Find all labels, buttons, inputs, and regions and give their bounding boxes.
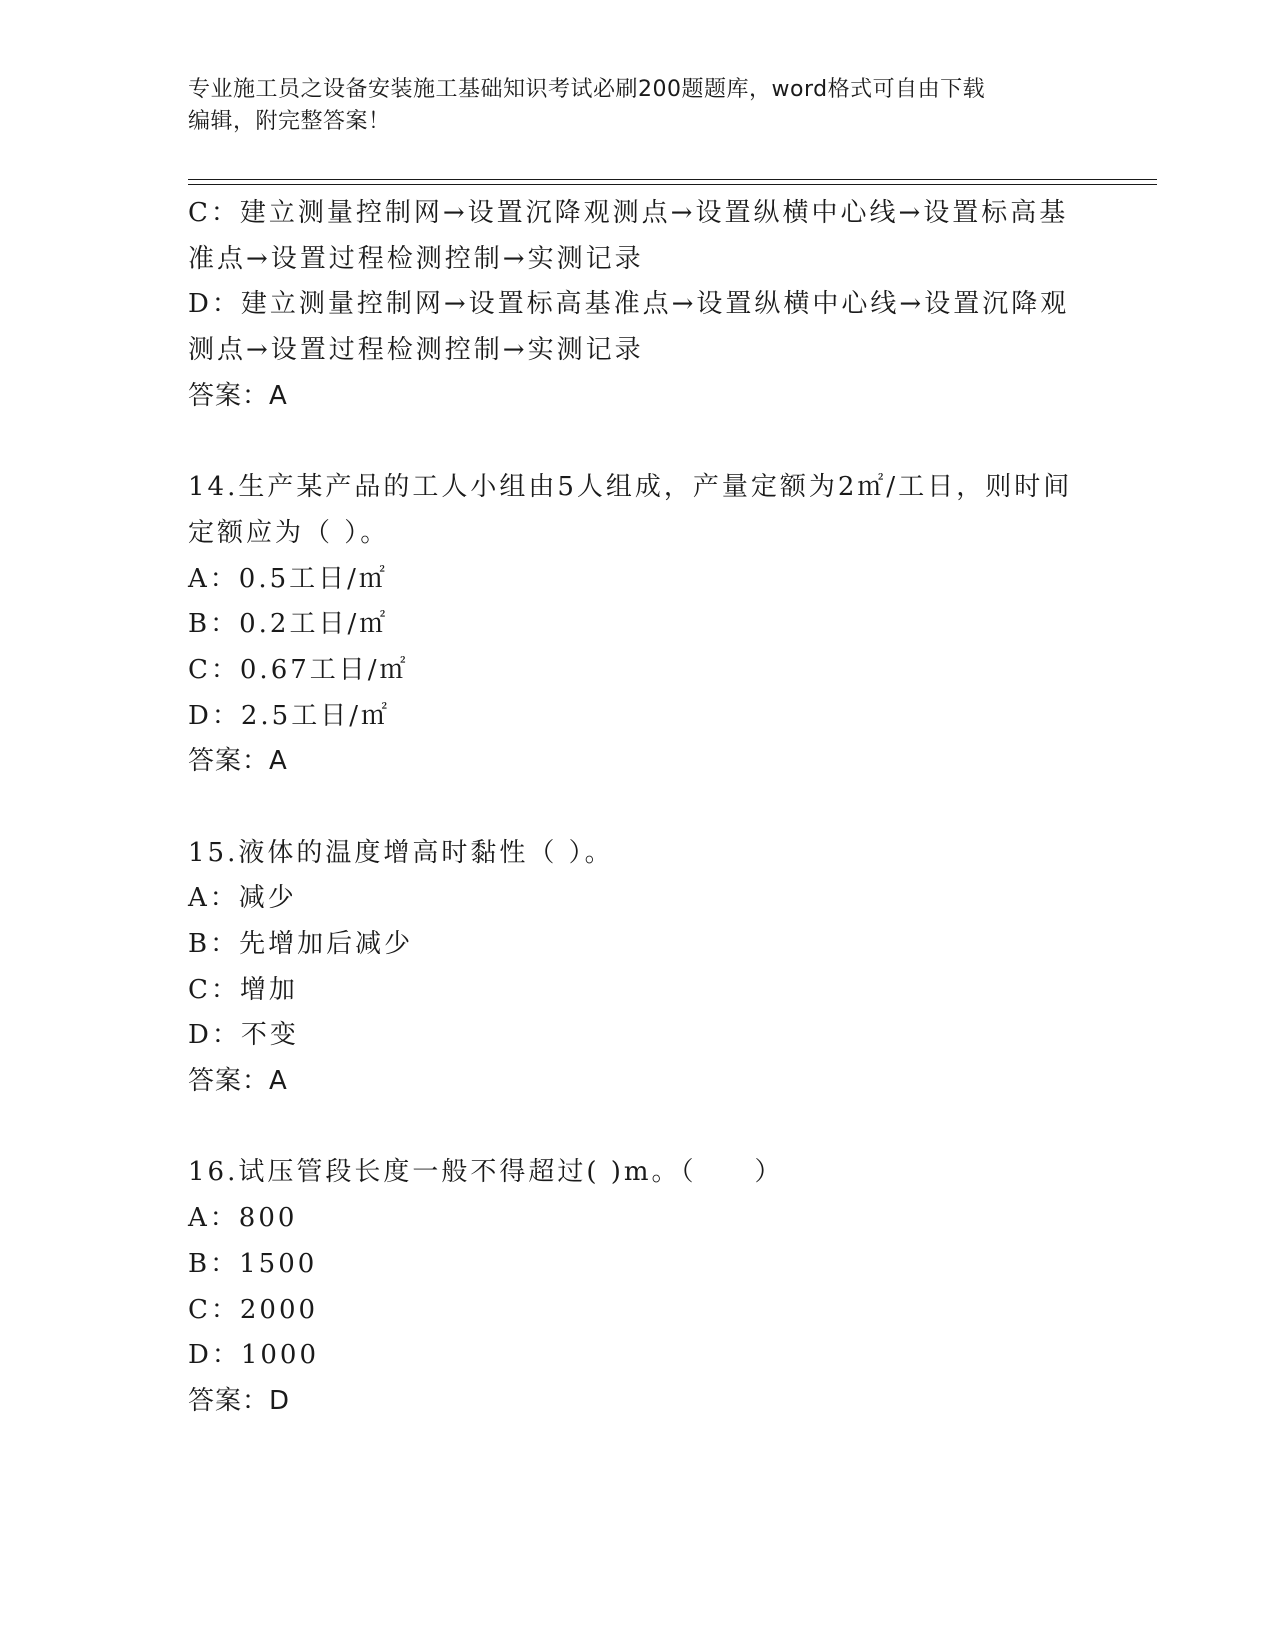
- option-d-line-1: D：建立测量控制网→设置标高基准点→设置纵横中心线→设置沉降观: [188, 289, 1070, 320]
- question-stem: 16.试压管段长度一般不得超过( )m。（ ）: [188, 1157, 784, 1188]
- question-16: [188, 1150, 1148, 1424]
- option-d-line-2: 测点→设置过程检测控制→实测记录: [188, 335, 644, 366]
- question-stem-line-1: 14.生产某产品的工人小组由5人组成，产量定额为2㎡/工日，则时间: [188, 472, 1073, 503]
- header-title-line-2: 编辑，附完整答案！: [188, 109, 391, 134]
- question-stem: 15.液体的温度增高时黏性（ ）。: [188, 837, 614, 868]
- option-a: A：800: [188, 1203, 298, 1234]
- option-b: B：先增加后减少: [188, 929, 414, 959]
- question-15: [188, 831, 1148, 1105]
- spacer: [188, 1105, 1148, 1151]
- header-divider-top: [188, 179, 1157, 180]
- question-14: [188, 465, 1148, 785]
- answer-line: 答案：D: [188, 1385, 291, 1416]
- header-title-line-1: 专业施工员之设备安装施工基础知识考试必刷200题题库，word格式可自由下载: [188, 77, 986, 102]
- answer-line: 答案：A: [188, 1066, 288, 1097]
- option-d: D：2.5工日/㎡: [188, 700, 390, 731]
- spacer: [188, 419, 1148, 465]
- option-a: A：减少: [188, 883, 297, 914]
- option-b: B：0.2工日/㎡: [188, 609, 389, 640]
- option-d: D：1000: [188, 1340, 320, 1371]
- question-13: [188, 191, 1148, 419]
- question-list: [188, 191, 1148, 1425]
- option-a: A：0.5工日/㎡: [188, 563, 388, 594]
- option-c: C：0.67工日/㎡: [188, 654, 409, 685]
- document-header: [188, 74, 1088, 138]
- option-c: C：2000: [188, 1294, 319, 1325]
- option-c-line-1: C：建立测量控制网→设置沉降观测点→设置纵横中心线→设置标高基: [188, 198, 1069, 228]
- option-c: C：增加: [188, 974, 298, 1005]
- answer-line: 答案：A: [188, 380, 288, 411]
- option-c-line-2: 准点→设置过程检测控制→实测记录: [188, 243, 644, 274]
- header-divider-bottom: [188, 184, 1157, 185]
- spacer: [188, 785, 1148, 831]
- option-d: D：不变: [188, 1020, 299, 1051]
- question-stem-line-2: 定额应为（ ）。: [188, 517, 390, 548]
- option-b: B：1500: [188, 1248, 318, 1279]
- answer-line: 答案：A: [188, 746, 288, 777]
